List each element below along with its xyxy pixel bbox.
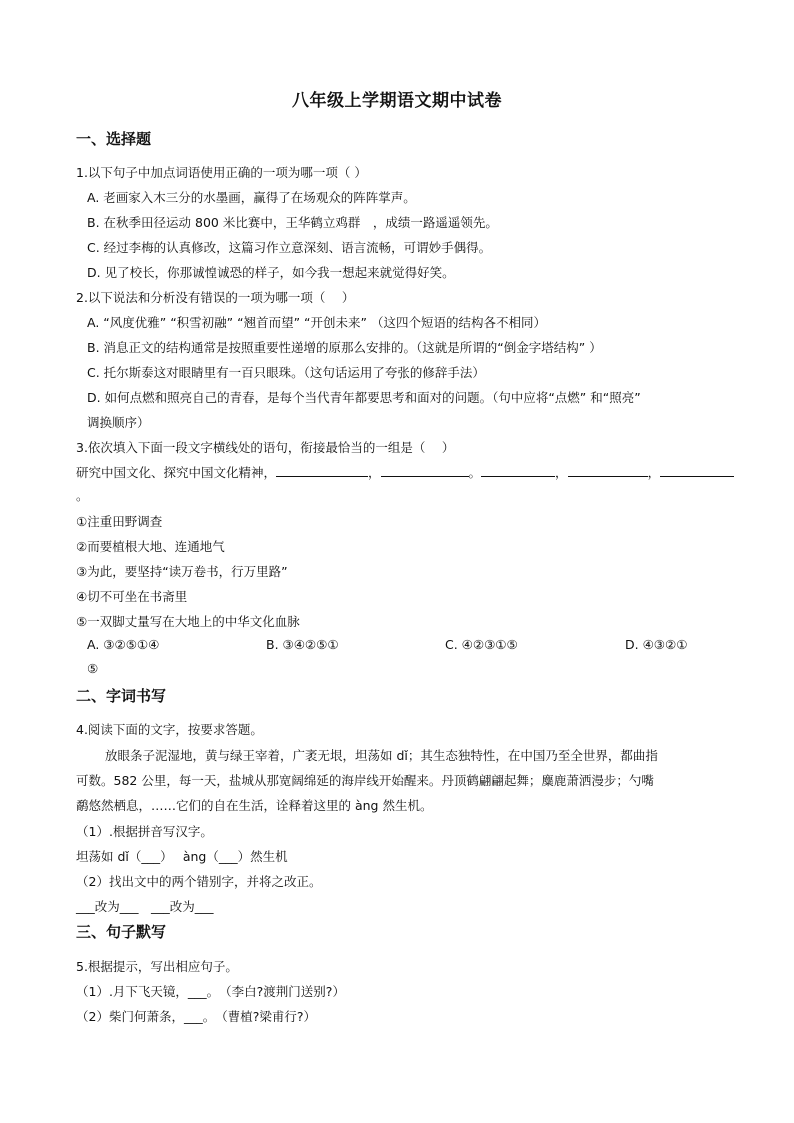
passage-end-period: 。 (76, 488, 89, 503)
question-1-option-d: D. 见了校长，你那诚惶诚恐的样子，如今我一想起来就觉得好笑。 (87, 265, 455, 280)
question-5-stem: 5.根据提示，写出相应句子。 (76, 959, 238, 974)
question-3-item-3: ③为此，要坚持“读万卷书，行万里路” (76, 564, 288, 579)
page-title: 八年级上学期语文期中试卷 (292, 91, 502, 111)
punct-comma-3: ， (647, 465, 661, 480)
question-5-line-2: （2）柴门何萧条，___。 （曹植?梁甫行?） (76, 1009, 316, 1024)
question-4-sub-1: （1）.根据拼音写汉字。 (76, 824, 213, 839)
question-3-item-1: ①注重田野调查 (76, 514, 163, 529)
question-2-option-d-continued: 调换顺序） (87, 415, 150, 430)
question-1-option-c: C. 经过李梅的认真修改，这篇习作立意深刻、语言流畅，可谓妙手偶得。 (87, 240, 492, 255)
section-heading-choice: 一、选择题 (76, 130, 152, 148)
question-3-choice-d: D. ④③②① (625, 637, 688, 652)
punct-comma-2: ， (555, 465, 568, 480)
fill-blank-2[interactable] (381, 464, 469, 477)
question-1-option-a: A. 老画家入木三分的水墨画，赢得了在场观众的阵阵掌声。 (87, 190, 416, 205)
question-1-option-b: B. 在秋季田径运动 800 米比赛中，王华鹤立鸡群 ，成绩一路遥遥领先。 (87, 215, 498, 230)
question-5-line-1: （1）.月下飞天镜，___。 （李白?渡荆门送别?） (76, 984, 345, 999)
fill-blank-4[interactable] (568, 464, 648, 477)
passage-lead: 研究中国文化、探究中国文化精神， (76, 465, 277, 480)
question-4-paragraph-line-3: 鹬悠然栖息，……它们的自在生活，诠释着这里的 àng 然生机。 (76, 798, 433, 813)
question-2-stem: 2.以下说法和分析没有错误的一项为哪一项（ ） (76, 290, 355, 305)
section-heading-sentences: 三、句子默写 (76, 923, 167, 941)
question-4-sub-1-answer-line: 坦荡如 dǐ（___） àng（___）然生机 (76, 849, 288, 864)
question-3-passage (76, 463, 734, 481)
question-2-option-a: A. “风度优雅” “积雪初融” “翘首而望” “开创未来” （这四个短语的结构各不相同） (87, 315, 546, 330)
fill-blank-1[interactable] (276, 464, 368, 477)
question-3-item-5: ⑤一双脚丈量写在大地上的中华文化血脉 (76, 614, 300, 629)
question-3-choice-d-continued: ⑤ (87, 661, 99, 676)
question-4-stem: 4.阅读下面的文字，按要求答题。 (76, 722, 263, 737)
question-4-sub-2: （2）找出文中的两个错别字，并将之改正。 (76, 874, 322, 889)
question-4-paragraph-line-1: 放眼条子泥湿地，黄与绿王宰着，广袤无垠，坦荡如 dǐ；其生态独特性，在中国乃至全世界，都曲指 (105, 748, 658, 763)
question-4-paragraph-line-2: 可数。582 公里，每一天，盐城从那宽阔绵延的海岸线开始醒来。丹顶鹤翩翩起舞；麋鹿萧洒漫步；勺嘴 (76, 773, 654, 788)
punct-period-1: 。 (468, 465, 482, 480)
question-4-sub-2-answer-line: ___改为___ ___改为___ (76, 899, 214, 914)
question-2-option-b: B. 消息正文的结构通常是按照重要性递增的原那么安排的。（这就是所谓的“倒金字塔结构” ） (87, 340, 602, 355)
question-2-option-c: C. 托尔斯泰这对眼睛里有一百只眼珠。（这句话运用了夸张的修辞手法） (87, 365, 485, 380)
question-3-stem: 3.依次填入下面一段文字横线处的语句，衔接最恰当的一组是（ ） (76, 440, 455, 455)
question-3-choice-a: A. ③②⑤①④ (87, 637, 160, 652)
question-3-item-2: ②而要植根大地、连通地气 (76, 539, 225, 554)
question-2-option-d: D. 如何点燃和照亮自己的青春，是每个当代青年都要思考和面对的问题。（句中应将“点燃” 和“照亮” (87, 390, 641, 405)
fill-blank-5[interactable] (660, 464, 734, 477)
punct-comma-1: ， (368, 465, 381, 480)
question-3-item-4: ④切不可坐在书斋里 (76, 589, 188, 604)
section-heading-words: 二、字词书写 (76, 687, 167, 705)
question-3-choice-b: B. ③④②⑤① (266, 637, 339, 652)
fill-blank-3[interactable] (481, 464, 555, 477)
question-1-stem: 1.以下句子中加点词语使用正确的一项为哪一项（ ） (76, 165, 367, 180)
question-3-choice-c: C. ④②③①⑤ (445, 637, 518, 652)
